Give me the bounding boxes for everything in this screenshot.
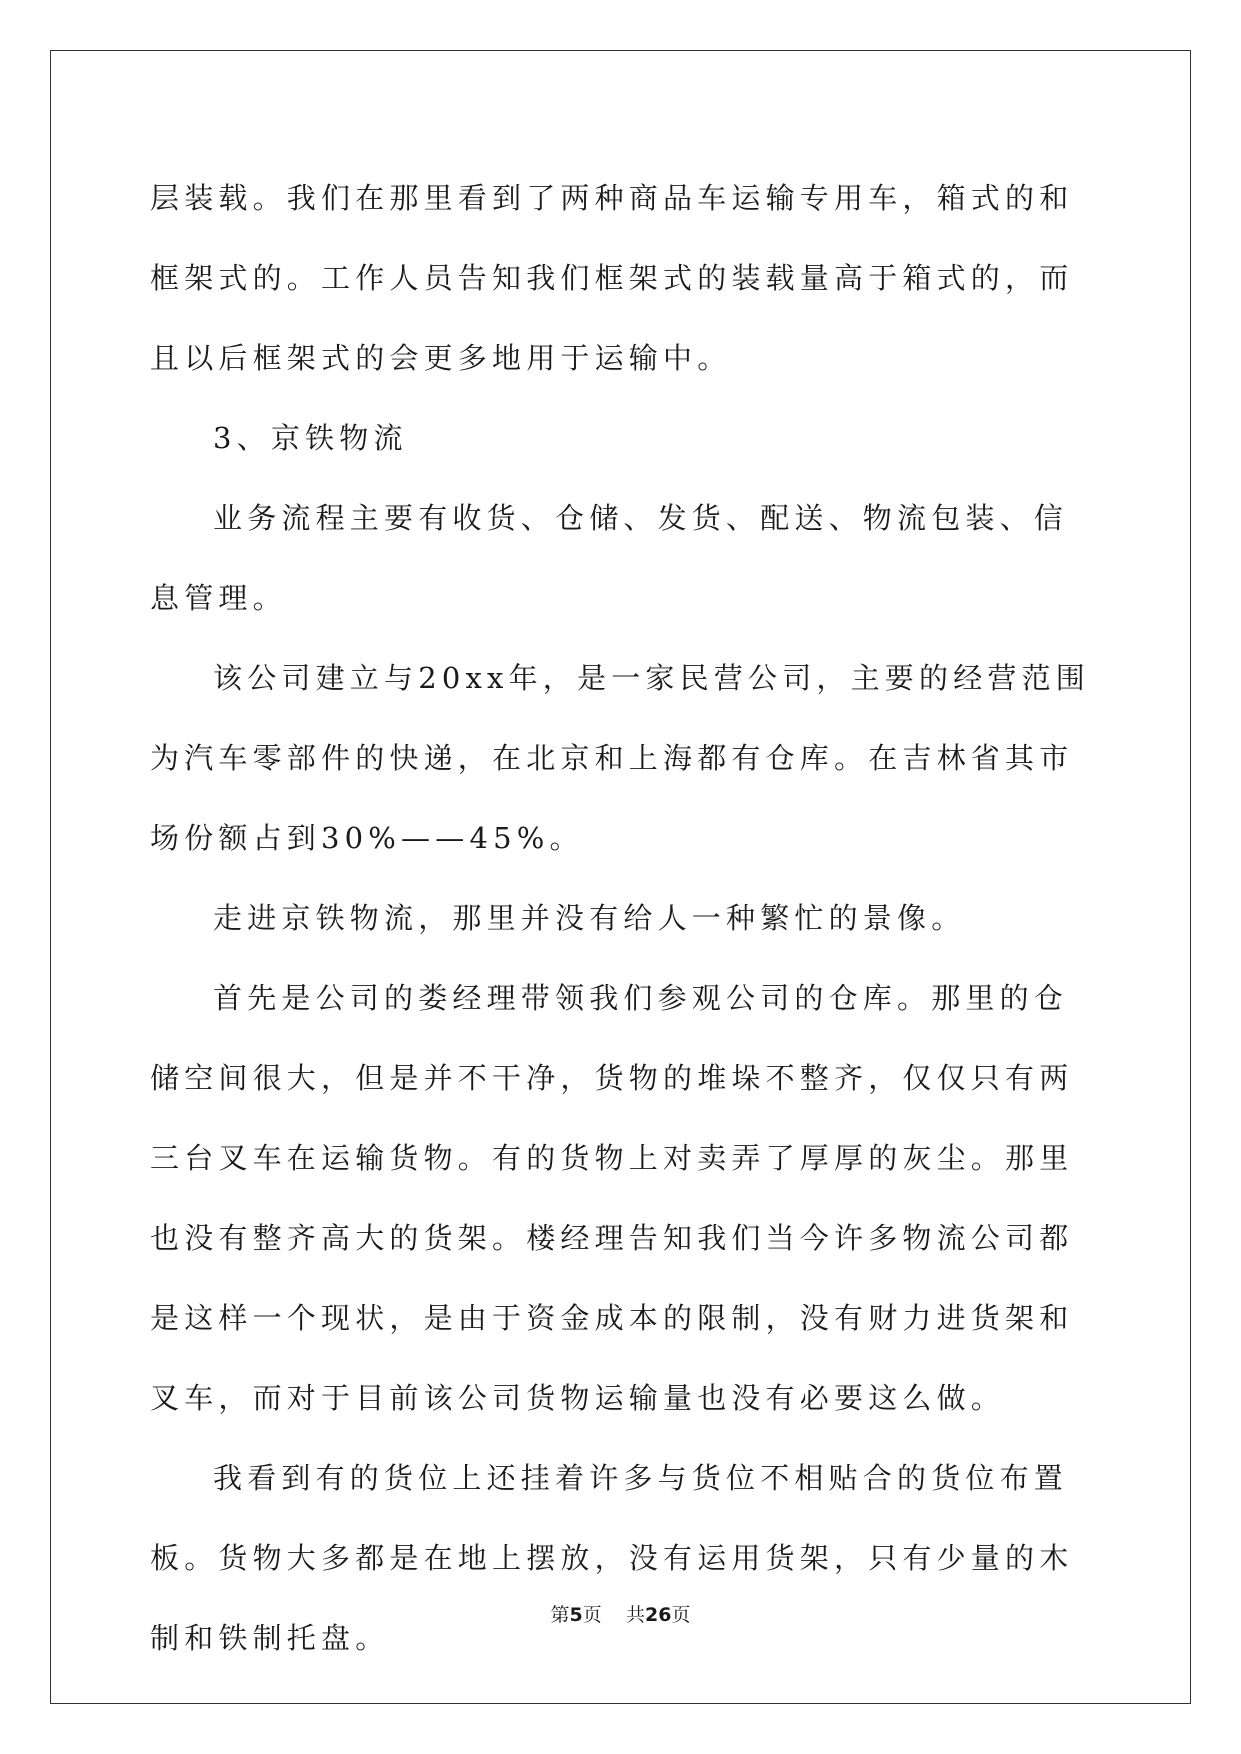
paragraph-warehouse-visit: 首先是公司的娄经理带领我们参观公司的仓库。那里的仓储空间很大，但是并不干净，货物的堆垛不整齐，仅仅只有两三台叉车在运输货物。有的货物上对卖弄了厚厚的灰尘。那里也没有整齐高大的货架。楼经理告知我们当今许多物流公司都是这样一个现状，是由于资金成本的限制，没有财力进货架和叉车，而对于目前该公司货物运输量也没有必要这么做。 — [150, 981, 1074, 1415]
total-prefix: 共 — [625, 1604, 645, 1626]
document-body — [150, 158, 1095, 1678]
page-footer — [0, 1600, 1241, 1627]
total-suffix: 页 — [671, 1604, 691, 1626]
page-number: 5 — [569, 1604, 583, 1626]
section-heading-jingtie-logistics: 3、京铁物流 — [213, 421, 408, 455]
total-pages: 26 — [644, 1604, 672, 1626]
paragraph-storage-observation: 我看到有的货位上还挂着许多与货位不相贴合的货位布置板。货物大多都是在地上摆放，没有运用货架，只有少量的木制和铁制托盘。 — [150, 1461, 1074, 1655]
paragraph-first-impression: 走进京铁物流，那里并没有给人一种繁忙的景像。 — [213, 901, 966, 935]
paragraph-company-intro: 该公司建立与20xx年，是一家民营公司，主要的经营范围为汽车零部件的快递，在北京和上海都有仓库。在吉林省其市场份额占到30%——45%。 — [150, 661, 1091, 855]
page-prefix: 第 — [550, 1604, 570, 1626]
paragraph-1: 层装载。我们在那里看到了两种商品车运输专用车，箱式的和框架式的。工作人员告知我们框架式的装载量高于箱式的，而且以后框架式的会更多地用于运输中。 — [150, 181, 1074, 375]
paragraph-business-process: 业务流程主要有收货、仓储、发货、配送、物流包装、信息管理。 — [150, 501, 1069, 615]
page-suffix: 页 — [582, 1604, 602, 1626]
